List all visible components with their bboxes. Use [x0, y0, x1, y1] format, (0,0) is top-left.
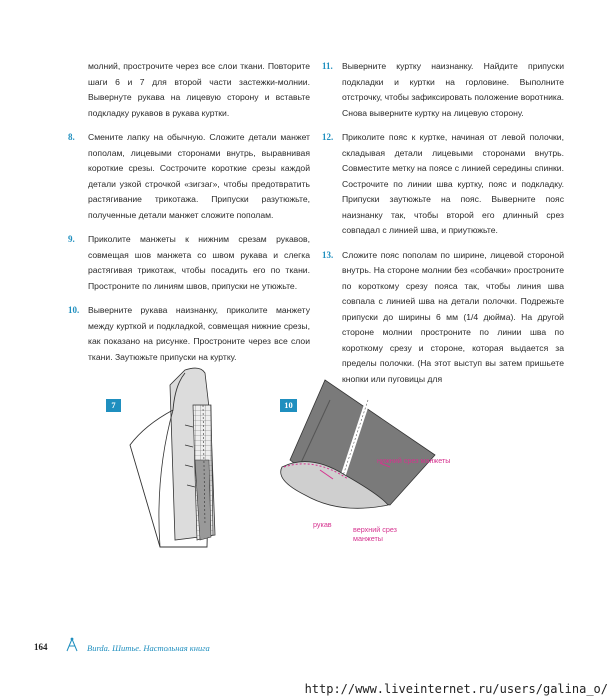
- step-11: [322, 59, 564, 121]
- figure-10-illustration: [270, 375, 440, 515]
- sleeve-label: рукав: [313, 520, 332, 529]
- step-text: Выверните рукава наизнанку, приколите манжету между курткой и подкладкой, совмещая нижние срезы, как показано на рисунке. Простроните через все слои ткани. Заутюжьте припуски на куртку.: [88, 305, 310, 362]
- book-title: Burda. Шитье. Настольная книга: [87, 643, 210, 653]
- step-number: 13.: [322, 249, 334, 260]
- step-12: [322, 130, 564, 239]
- step-text: Приколите манжеты к нижним срезам рукавов, совмещая шов манжета со швом рукава и слегка растягивая трикотаж, чтобы посадить его по ткани. Простроните по линиям швов, припуски не утюжьте.: [88, 234, 310, 291]
- step-text: Приколите пояс к куртке, начиная от левой полочки, складывая детали лицевыми сторонами внутрь. Совместите метку на поясе с линией середины спинки. Сострочите по линии шва куртку, пояс и подкладку. Припуски заутюжьте на пояс. Выверните пояс наизнанку так, чтобы второй его длинный срез совпадал с линией шва, и приутюжьте.: [342, 132, 564, 235]
- step-10: [68, 303, 310, 365]
- step-text: Сложите пояс пополам по ширине, лицевой стороной внутрь. На стороне молнии без «собачки» простроните по короткому срезу пояса так, чтобы линия шва совпала с линией шва на детали полочки. Подрежьте припуски до ширины 6 мм (1/4 дюйма). На другой стороне молнии простроните по линии шва по короткому срезу и стороне, которая выдается за пределы полочки. (На этот выступ вы затем пришьете кнопки или пуговицы для: [342, 249, 564, 384]
- step-text: Выверните куртку наизнанку. Найдите припуски подкладки и куртки на горловине. Выполните отстрочку, чтобы зафиксировать положение воротника. Снова выверните куртку на лицевую сторону.: [342, 61, 564, 118]
- source-url: http://www.liveinternet.ru/users/galina_o/: [304, 682, 608, 696]
- left-text-column: [68, 59, 310, 374]
- lower-cuff-edge-label: нижний срез манжеты: [377, 456, 451, 465]
- step-number: 8.: [68, 132, 75, 142]
- figure-7-label: 7: [106, 399, 121, 412]
- page-number: 164: [34, 642, 48, 652]
- step-number: 11.: [322, 61, 333, 71]
- step-number: 9.: [68, 234, 75, 244]
- book-logo-icon: [63, 637, 81, 653]
- figure-7-illustration: [115, 365, 255, 555]
- step-text: Смените лапку на обычную. Сложите детали манжет пополам, лицевыми сторонами внутрь, выравнивая короткие срезы. Сострочите короткие срезы каждой детали узкой строчкой «зигзаг», чтобы предотвратить растягивание трикотажа. Припуски разутюжьте, полученные детали манжет сложите пополам.: [88, 132, 310, 220]
- right-text-column: [322, 59, 564, 396]
- figure-10-label: 10: [280, 399, 297, 412]
- step-13: [322, 248, 564, 388]
- step-number: 10.: [68, 305, 80, 315]
- upper-cuff-edge-label: верхний срез манжеты: [353, 525, 397, 543]
- intro-paragraph: молний, прострочите через все слои ткани. Повторите шаги 6 и 7 для второй части застежки-молнии. Вывернуте рукава на лицевую сторону и вставьте подкладку рукавов в рукава куртки.: [88, 61, 310, 118]
- step-8: [68, 130, 310, 223]
- step-number: 12.: [322, 132, 334, 142]
- step-9: [68, 232, 310, 294]
